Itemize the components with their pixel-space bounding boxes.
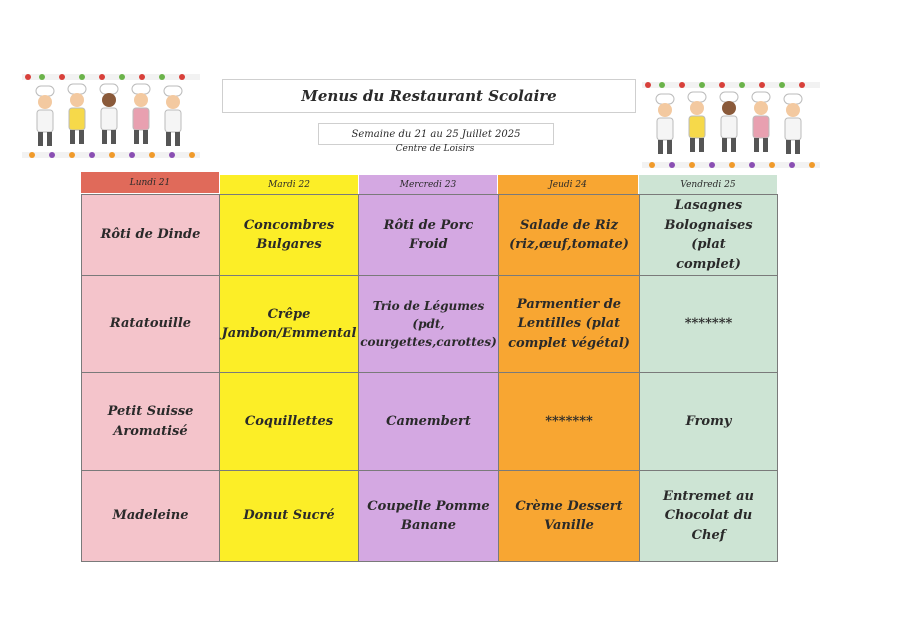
meal-cell-lundi-main: Ratatouille: [81, 275, 220, 373]
chef-kid-icon: [36, 84, 182, 146]
meal-cell-mardi-main: Crêpe Jambon/Emmental: [219, 275, 359, 373]
meal-cell-vendredi-starter: Lasagnes Bolognaises (plat complet): [639, 194, 778, 276]
meal-cell-mardi-starter: Concombres Bulgares: [219, 194, 359, 276]
day-header-mercredi: Mercredi 23: [359, 175, 497, 195]
meal-cell-mercredi-starter: Rôti de Porc Froid: [358, 194, 499, 276]
menu-table: [80, 172, 778, 562]
meal-cell-lundi-cheese: Petit Suisse Aromatisé: [81, 372, 220, 471]
meal-cell-jeudi-starter: Salade de Riz (riz,œuf,tomate): [498, 194, 640, 276]
day-header-vendredi: Vendredi 25: [639, 175, 777, 195]
chef-kid-icon: [656, 92, 802, 154]
meal-cell-vendredi-dessert: Entremet au Chocolat du Chef: [639, 470, 778, 562]
meal-cell-vendredi-cheese: Fromy: [639, 372, 778, 471]
kids-chefs-illustration-right: [642, 80, 820, 172]
day-header-mardi: Mardi 22: [220, 175, 358, 195]
kids-chefs-illustration-left: [22, 72, 200, 164]
page-title: Menus du Restaurant Scolaire: [222, 79, 636, 113]
meal-cell-jeudi-main: Parmentier de Lentilles (plat complet végétal): [498, 275, 640, 373]
meal-cell-jeudi-cheese: *******: [498, 372, 640, 471]
day-header-jeudi: Jeudi 24: [498, 175, 638, 195]
meal-cell-lundi-starter: Rôti de Dinde: [81, 194, 220, 276]
centre-label: Centre de Loisirs: [395, 144, 475, 154]
meal-cell-lundi-dessert: Madeleine: [81, 470, 220, 562]
meal-cell-mercredi-cheese: Camembert: [358, 372, 499, 471]
meal-cell-mardi-cheese: Coquillettes: [219, 372, 359, 471]
meal-cell-jeudi-dessert: Crème Dessert Vanille: [498, 470, 640, 562]
meal-cell-mardi-dessert: Donut Sucré: [219, 470, 359, 562]
meal-cell-mercredi-main: Trio de Légumes (pdt, courgettes,carottes): [358, 275, 499, 373]
meal-cell-vendredi-main: *******: [639, 275, 778, 373]
meal-cell-mercredi-dessert: Coupelle Pomme Banane: [358, 470, 499, 562]
week-label: Semaine du 21 au 25 Juillet 2025: [318, 123, 554, 145]
day-header-lundi: Lundi 21: [81, 172, 219, 193]
